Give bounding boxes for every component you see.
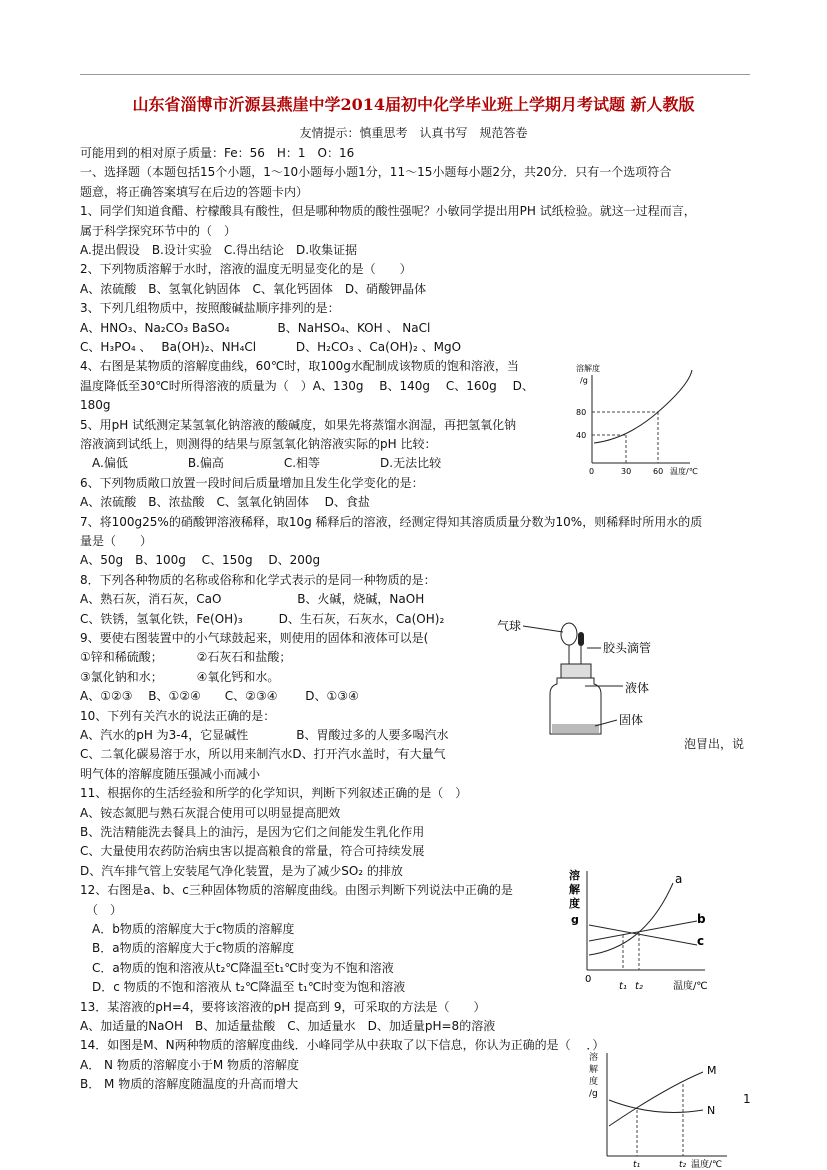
text-line: B． M 物质的溶解度随温度的升高而增大 [80,1077,299,1092]
fig12-x0: 0 [585,974,592,985]
fig14-t1: t₁ [633,1160,641,1170]
text-line: C、二氧化碳易溶于水，所以用来制汽水D、打开汽水盖时，有大量气 [80,747,446,762]
text-line: A、50g B、100g C、150g D、200g [80,553,321,568]
text-line: A、汽水的pH 为3-4，它显碱性 B、胃酸过多的人要多喝汽水 [80,728,449,742]
solid-icon [552,724,599,733]
text-line: ①锌和稀硫酸； ②石灰石和盐酸； [80,650,292,665]
fig4-tick-40: 40 [576,431,587,440]
fig4-ylabel-1: 溶解度 [576,364,600,373]
text-line: 量是（ ） [80,534,153,548]
solubility-curve-figure-q14 [585,1048,745,1170]
fig14-ylabel-3: 度 [589,1077,599,1087]
text-line: 11、根据你的生活经验和所学的化学知识，判断下列叙述正确的是（ ） [80,786,468,801]
header-rule [80,74,750,75]
fig14-label-N: N [707,1104,716,1117]
text-line: （ ） [80,902,123,917]
text-line: 180g [80,398,111,413]
text-line: 明气体的溶解度随压强减小而减小 [80,766,261,781]
solubility-curve-figure-q12 [565,863,725,995]
text-line: C．a物质的饱和溶液从t₂℃降温至t₁℃时变为不饱和溶液 [80,960,394,975]
fig12-t2: t₂ [635,981,643,992]
text-line: A、浓硫酸 B、浓盐酸 C、氢氧化钠固体 D、食盐 [80,495,370,510]
text-line: A.偏低 B.偏高 C.相等 D.无法比较 [80,456,442,471]
page-number: 1 [743,1092,751,1106]
fig12-t1: t₁ [619,981,627,992]
fig14-label-M: M [707,1064,717,1077]
text-line: 14．如图是M、N两种物质的溶解度曲线．小峰同学从中获取了以下信息，你认为正确的是（ ．） [80,1038,605,1053]
text-line: A、熟石灰，消石灰，CaO B、火碱，烧碱，NaOH [80,592,425,607]
fig14-curve-M [609,1072,703,1126]
fig4-x0: 0 [589,467,595,476]
fig9-dropper-label: 胶头滴管 [603,641,652,655]
fig12-ylabel-1: 溶 [569,869,580,882]
text-line: 12、右图是a、b、c三种固体物质的溶解度曲线。由图示判断下列说法中正确的是 [80,883,513,898]
text-line: D．c 物质的不饱和溶液从 t₂℃降温至 t₁℃时变为饱和溶液 [80,980,406,995]
q10-tail: 泡冒出，说 [684,737,745,751]
fig9-liquid-label: 液体 [625,681,650,695]
fig4-ylabel-2: /g [580,376,588,385]
fig9-balloon-pointer [523,626,563,632]
text-line: 7、将100g25%的硝酸钾溶液稀释，取10g 稀释后的溶液，经测定得知其溶质质量分数为10%，则稀释时所用水的质 [80,514,703,529]
text-line: 1、同学们知道食醋、柠檬酸具有酸性，但是哪种物质的酸性强呢？小敏同学提出用PH 试纸检验。就这一过程而言， [80,204,696,219]
fig12-curve-a [589,883,673,955]
text-line: A． N 物质的溶解度小于M 物质的溶解度 [80,1057,299,1072]
fig12-label-c: c [697,934,705,948]
fig4-x30: 30 [621,467,632,476]
fig12-xlabel: 温度/℃ [673,981,708,992]
text-line: A．b物质的溶解度大于c物质的溶解度 [80,922,295,936]
text-line: 2、下列物质溶解于水时，溶液的温度无明显变化的是（ ） [80,262,412,277]
text-line: A、铵态氮肥与熟石灰混合使用可以明显提高肥效 [80,805,341,820]
fig4-tick-80: 80 [576,408,587,417]
text-line: 6、下列物质敞口放置一段时间后质量增加且发生化学变化的是： [80,475,424,490]
text-line: 5、用pH 试纸测定某氢氧化钠溶液的酸碱度，如果先将蒸馏水润湿，再把氢氧化钠 [80,417,517,432]
fig9-solid-label: 固体 [619,713,644,727]
text-line: 题意，将正确答案填写在后边的答题卡内） [80,184,309,199]
fig12-label-b: b [697,912,706,926]
text-line: B．a物质的溶解度大于c物质的溶解度 [80,941,295,956]
text-line: 可能用到的相对原子质量：Fe：56 H：1 O：16 [80,146,355,160]
text-line: 4、右图是某物质的溶解度曲线，60℃时，取100g水配制成该物质的饱和溶液，当 [80,359,519,374]
fig4-curve [594,370,692,443]
fig12-ylabel-2: 解 [569,883,580,896]
text-line: A.提出假设 B.设计实验 C.得出结论 D.收集证据 [80,243,358,257]
text-line: 溶液滴到试纸上，则测得的结果与原氢氧化钠溶液实际的pH 比较： [80,437,437,451]
fig14-ylabel-1: 溶 [589,1053,599,1063]
text-line: 9、要使右图装置中的小气球鼓起来，则使用的固体和液体可以是( [80,631,429,645]
text-line: 温度降低至30℃时所得溶液的质量为（ ）A、130g B、140g C、160g D、 [80,378,534,393]
solubility-curve-figure-q4 [572,355,702,480]
fig14-xlabel: 温度/℃ [691,1160,723,1170]
text-line: ③氯化钠和水； ④氧化钙和水。 [80,669,280,684]
text-line: C、大量使用农药防治病虫害以提高粮食的常量，符合可持续发展 [80,844,425,859]
fig4-xlabel: 温度/℃ [670,467,698,476]
page-title: 山东省淄博市沂源县燕崖中学2014届初中化学毕业班上学期月考试题 新人教版 [132,95,695,114]
text-line: 3、下列几组物质中，按照酸碱盐顺序排列的是： [80,301,340,316]
stopper-icon [561,664,591,678]
text-line: 8．下列各种物质的名称或俗称和化学式表示的是同一种物质的是： [80,572,436,587]
fig14-ylabel-4: /g [589,1089,598,1099]
text-line: 13．某溶液的pH=4，要将该溶液的pH 提高到 9，可采取的方法是（ ） [80,999,486,1014]
balloon-icon [561,623,577,645]
text-line: 10、下列有关汽水的说法正确的是： [80,708,276,723]
fig14-ylabel-2: 解 [589,1065,599,1075]
friendly-tip: 友情提示：慎重思考 认真书写 规范答卷 [299,126,528,140]
fig4-x60: 60 [653,467,664,476]
text-line: B、洗洁精能洗去餐具上的油污，是因为它们之间能发生乳化作用 [80,825,425,839]
fig9-solid-pointer [595,720,617,726]
fig14-curve-N [609,1100,703,1112]
fig12-ylabel-4: g [571,913,579,926]
fig12-curve-b [589,921,697,941]
apparatus-figure-q9 [495,612,705,738]
text-line: C、H₃PO₄ 、 Ba(OH)₂、NH₄Cl D、H₂CO₃ 、Ca(OH)₂ 、MgO [80,340,462,354]
dropper-bulb-icon [578,632,584,646]
text-line: A、加适量的NaOH B、加适量盐酸 C、加适量水 D、加适量pH=8的溶液 [80,1019,496,1033]
text-line: 属于科学探究环节中的（ ） [80,223,237,238]
text-line: A、①②③ B、①②④ C、②③④ D、①③④ [80,689,359,704]
text-line: A、浓硫酸 B、氢氧化钠固体 C、氧化钙固体 D、硝酸钾晶体 [80,281,427,296]
text-line: C、铁锈，氢氧化铁，Fe(OH)₃ D、生石灰，石灰水，Ca(OH)₂ [80,611,445,626]
text-line: D、汽车排气管上安装尾气净化装置，是为了减少SO₂ 的排放 [80,863,403,878]
fig12-label-a: a [675,872,683,886]
fig9-balloon-label: 气球 [497,619,522,633]
fig12-ylabel-3: 度 [569,897,580,910]
text-line: A、HNO₃、Na₂CO₃ BaSO₄ B、NaHSO₄、KOH 、 NaCl [80,320,431,335]
text-line: 一、选择题（本题包括15个小题，1～10小题每小题1分，11～15小题每小题2分，共20分．只有一个选项符合 [80,165,672,180]
fig14-t2: t₂ [679,1160,687,1170]
